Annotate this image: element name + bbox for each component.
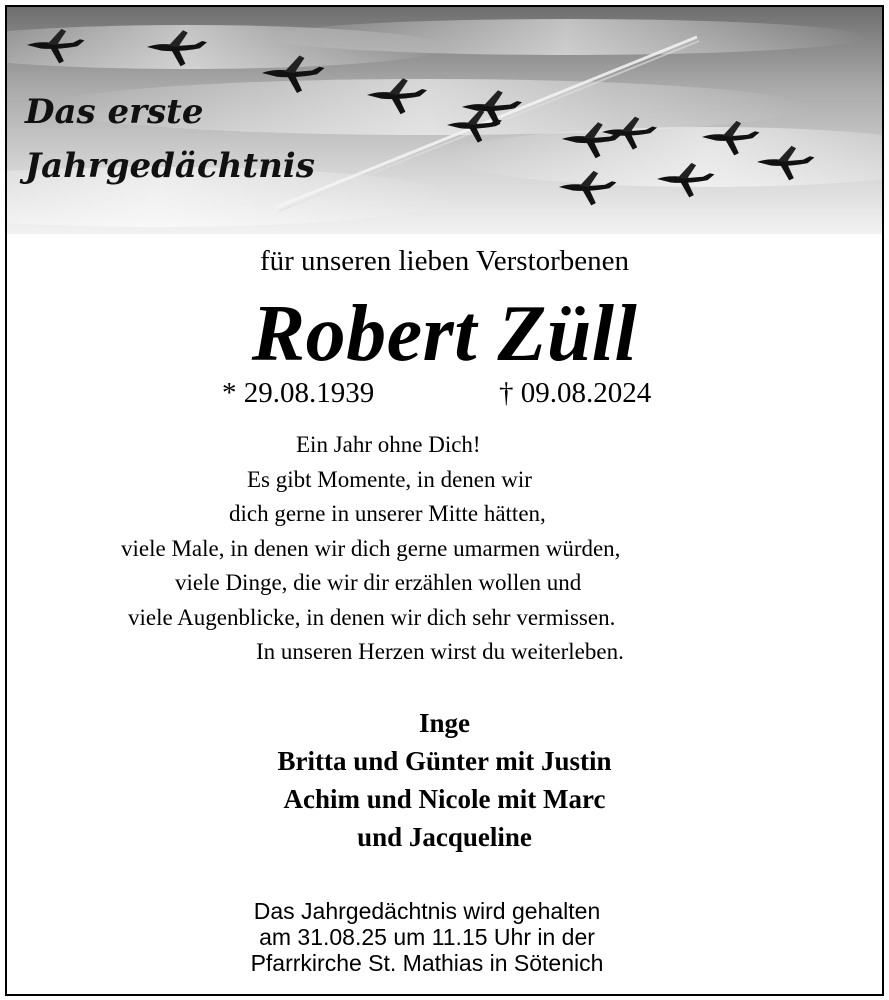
family-line: Britta und Günter mit Justin — [277, 746, 612, 776]
header-title-line2: Jahrgedächtnis — [25, 146, 315, 186]
poem-line: viele Augenblicke, in denen wir dich sehr vermissen. — [128, 604, 616, 630]
service-line: Pfarrkirche St. Mathias in Sötenich — [250, 950, 604, 976]
header-title — [25, 85, 315, 193]
service-line: Das Jahrgedächtnis wird gehalten — [253, 898, 601, 924]
poem-line: Es gibt Momente, in denen wir — [247, 466, 532, 492]
header-photo — [7, 7, 882, 234]
service-line: am 31.08.25 um 11.15 Uhr in der — [259, 924, 595, 950]
deceased-name: Robert Züll — [251, 290, 638, 378]
intro-text: für unseren lieben Verstorbenen — [259, 245, 630, 277]
poem-line: viele Male, in denen wir dich gerne umarmen würden, — [121, 535, 621, 561]
family-line: Achim und Nicole mit Marc — [283, 784, 606, 814]
memorial-poem — [7, 428, 882, 670]
obituary-notice — [5, 5, 884, 996]
memorial-service-info — [7, 898, 847, 976]
poem-line: dich gerne in unserer Mitte hätten, — [229, 501, 546, 526]
birth-date: * 29.08.1939 — [222, 377, 375, 409]
family-line: Inge — [418, 708, 470, 738]
poem-line: viele Dinge, die wir dir erzählen wollen und — [175, 570, 582, 595]
death-date: † 09.08.2024 — [499, 377, 652, 409]
header-title-line1: Das erste — [25, 92, 204, 132]
poem-line: Ein Jahr ohne Dich! — [296, 432, 481, 457]
poem-line: In unseren Herzen wirst du weiterleben. — [256, 639, 624, 664]
family-signatures — [7, 704, 882, 856]
family-line: und Jacqueline — [357, 822, 532, 852]
